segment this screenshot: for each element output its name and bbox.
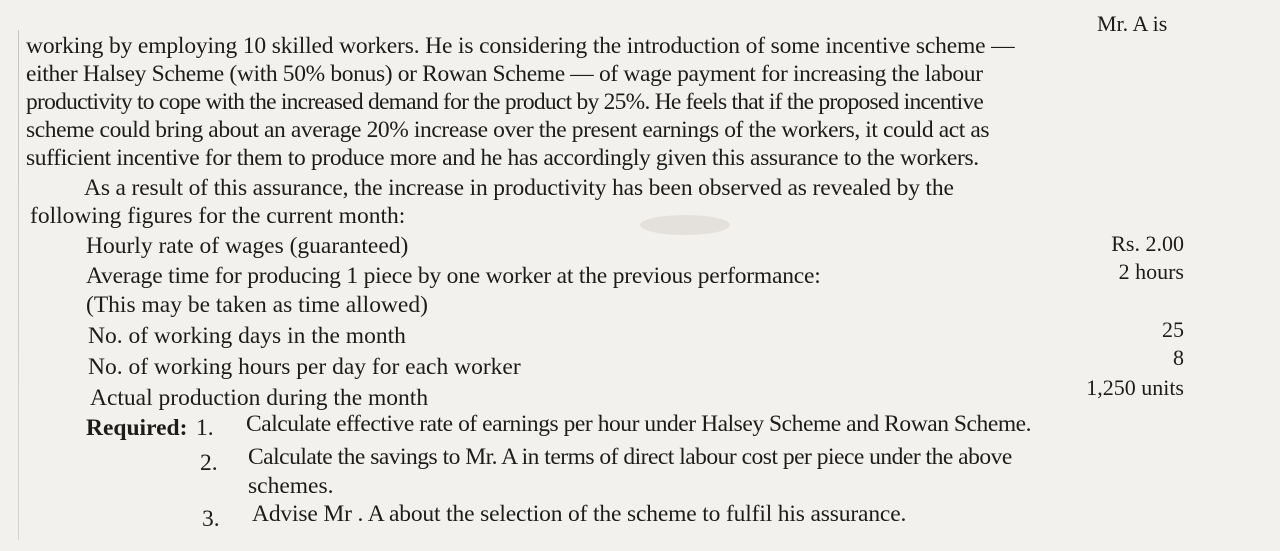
page-margin-rule [18, 30, 19, 540]
required-item-text: Calculate the savings to Mr. A in terms of direct labour cost per piece under the above [248, 444, 1012, 470]
figure-value: 2 hours [1118, 259, 1184, 284]
figure-value: 1,250 units [1086, 375, 1184, 400]
figure-label: No. of working hours per day for each worker [88, 354, 521, 380]
figure-value: 8 [1173, 345, 1184, 370]
line-cut-top: Mr. A is [1097, 11, 1168, 36]
required-heading: Required: [86, 415, 188, 441]
figure-label: No. of working days in the month [88, 323, 406, 349]
figure-value: 25 [1162, 317, 1184, 342]
figure-label: Hourly rate of wages (guaranteed) [86, 233, 409, 259]
required-item-number: 2. [200, 450, 218, 476]
figure-label: Actual production during the month [90, 385, 429, 411]
figure-label: (This may be taken as time allowed) [86, 292, 428, 318]
paragraph1-line3: productivity to cope with the increased demand for the product by 25%. He feels that if the proposed incentive [26, 89, 984, 115]
required-item-text-continued: schemes. [248, 473, 334, 499]
figure-value: Rs. 2.00 [1111, 231, 1184, 256]
paragraph2-line2: following figures for the current month: [30, 203, 406, 229]
paper-smudge [640, 215, 730, 235]
paragraph1-line2: either Halsey Scheme (with 50% bonus) or Rowan Scheme — of wage payment for increasing the labour [26, 61, 983, 87]
required-item-number: 1. [196, 415, 214, 441]
paragraph2-line1: As a result of this assurance, the increase in productivity has been observed as revealed by the [84, 175, 954, 201]
required-item-text: Calculate effective rate of earnings per hour under Halsey Scheme and Rowan Scheme. [246, 411, 1032, 437]
paragraph1-line4: scheme could bring about an average 20% increase over the present earnings of the workers, it could act as [26, 117, 990, 143]
paragraph1-line1: working by employing 10 skilled workers. He is considering the introduction of some incentive scheme — [26, 33, 1015, 59]
required-item-text: Advise Mr . A about the selection of the scheme to fulfil his assurance. [252, 501, 907, 527]
paragraph1-line5: sufficient incentive for them to produce more and he has accordingly given this assurance to the workers. [26, 145, 979, 171]
figure-label: Average time for producing 1 piece by one worker at the previous performance: [86, 263, 821, 289]
required-item-number: 3. [202, 506, 220, 532]
